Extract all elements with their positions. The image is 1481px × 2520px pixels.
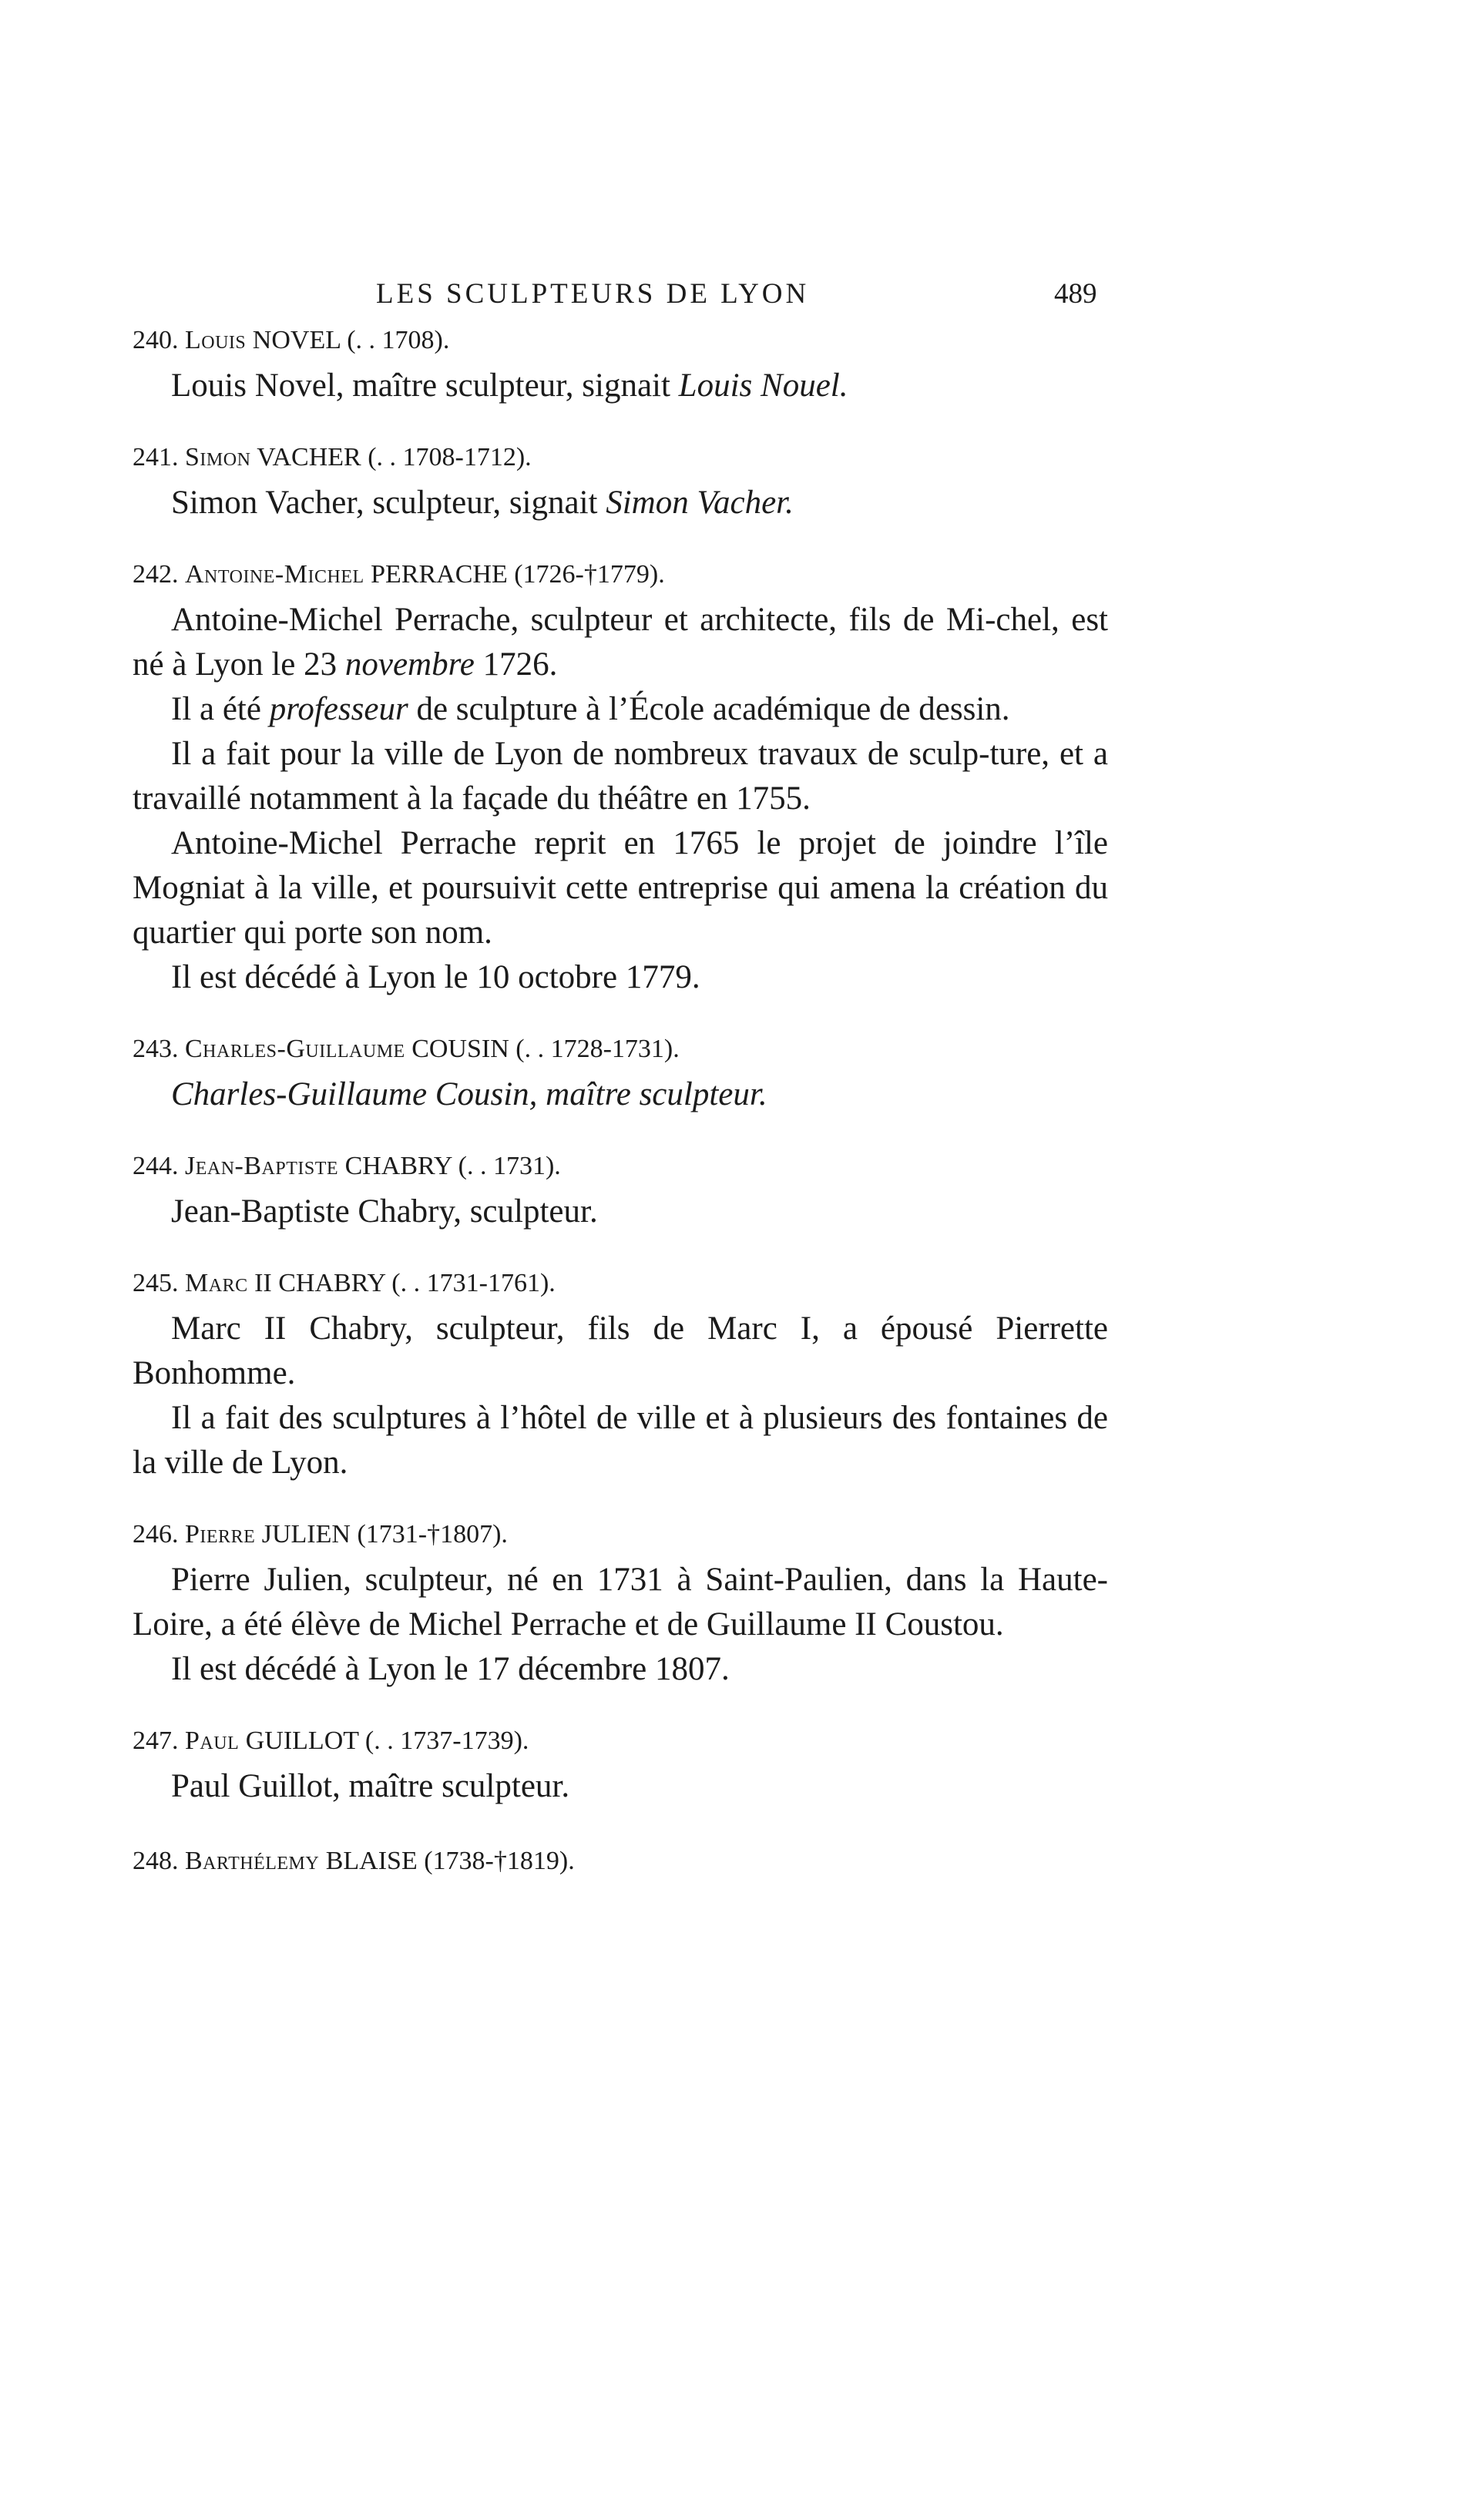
italic-signature: Louis Nouel.: [678, 367, 848, 404]
entry-246: [133, 1512, 1108, 1692]
entry-dates: (. . 1708-1712).: [368, 443, 532, 471]
spacer: [133, 1692, 1108, 1718]
entry-paragraph: Antoine-Michel Perrache reprit en 1765 le projet de joindre l’île Mogniat à la ville, et poursuivit cette entreprise qui amena la création du quartier qui porte son nom.: [133, 825, 1108, 951]
spacer: [133, 1485, 1108, 1512]
italic-word: professeur: [269, 691, 408, 727]
entry-240: [133, 317, 1108, 408]
entry-lastname: GUILLOT: [245, 1726, 359, 1755]
spacer: [133, 1809, 1108, 1838]
entry-firstname: Paul: [185, 1726, 240, 1755]
italic-word: novembre: [344, 646, 475, 683]
entry-number: 245.: [133, 1269, 179, 1297]
entry-heading: [133, 435, 1108, 481]
running-head: [0, 271, 1481, 317]
entry-number: 247.: [133, 1726, 179, 1755]
spacer: [133, 1117, 1108, 1143]
italic-signature: Simon Vacher.: [606, 485, 794, 521]
entry-number: 246.: [133, 1520, 179, 1549]
entry-241: [133, 435, 1108, 525]
entry-paragraph: Il est décédé à Lyon le 10 octobre 1779.: [171, 959, 700, 995]
spacer: [133, 1234, 1108, 1260]
entry-heading: [133, 317, 1108, 364]
entry-heading: [133, 1143, 1108, 1190]
entry-number: 241.: [133, 443, 179, 471]
entry-242: [133, 552, 1108, 1000]
entry-number: 243.: [133, 1035, 179, 1063]
entry-heading: [133, 1260, 1108, 1307]
text-run: de sculpture à l’École académique de dessin.: [408, 691, 1010, 727]
entry-firstname: Jean-Baptiste: [185, 1152, 339, 1180]
entry-paragraph: Il a fait pour la ville de Lyon de nombreux travaux de sculp-ture, et a travaillé notamment à la façade du théâtre en 1755.: [133, 736, 1108, 817]
entry-number: 244.: [133, 1152, 179, 1180]
entry-245: [133, 1260, 1108, 1485]
entry-paragraph: [133, 687, 1108, 732]
entry-firstname: Marc: [185, 1269, 248, 1297]
entry-dates: (. . 1728-1731).: [515, 1035, 680, 1063]
entry-243: [133, 1026, 1108, 1117]
entry-dates: (. . 1708).: [347, 326, 450, 354]
entry-firstname: Louis: [185, 326, 247, 354]
spacer: [133, 1000, 1108, 1026]
entry-dates: (. . 1731-1761).: [391, 1269, 556, 1297]
running-title: LES SCULPTEURS DE LYON: [376, 278, 810, 310]
entry-firstname: Simon: [185, 443, 251, 471]
entry-firstname: Charles-Guillaume: [185, 1035, 405, 1063]
entry-lastname: II CHABRY: [254, 1269, 385, 1297]
entry-dates: (. . 1731).: [458, 1152, 561, 1180]
entry-paragraph: Pierre Julien, sculpteur, né en 1731 à Saint-Paulien, dans la Haute-Loire, a été élève de Michel Perrache et de Guillaume II Coustou.: [133, 1562, 1108, 1643]
entry-paragraph: [133, 481, 1108, 525]
entry-lastname: JULIEN: [261, 1520, 351, 1549]
entry-dates: (1731-†1807).: [357, 1520, 508, 1549]
entry-lastname: VACHER: [257, 443, 361, 471]
text-run: Simon Vacher, sculpteur, signait: [171, 485, 606, 521]
entry-dates: (1738-†1819).: [424, 1847, 575, 1875]
entry-247: [133, 1718, 1108, 1809]
entry-paragraph: Il est décédé à Lyon le 17 décembre 1807.: [171, 1651, 730, 1687]
entry-paragraph: [133, 364, 1108, 408]
entry-paragraph: Charles-Guillaume Cousin, maître sculpteur.: [171, 1076, 767, 1112]
entry-paragraph: [133, 598, 1108, 687]
entry-heading: [133, 1838, 1108, 1884]
entry-lastname: NOVEL: [252, 326, 341, 354]
text-body: [133, 317, 1108, 1884]
entry-number: 240.: [133, 326, 179, 354]
entry-paragraph: Jean-Baptiste Chabry, sculpteur.: [171, 1193, 598, 1230]
entry-dates: (1726-†1779).: [514, 560, 665, 589]
text-run: 1726.: [474, 646, 558, 683]
entry-number: 248.: [133, 1847, 179, 1875]
entry-lastname: BLAISE: [325, 1847, 418, 1875]
entry-heading: [133, 1026, 1108, 1072]
text-run: Louis Novel, maître sculpteur, signait: [171, 367, 679, 404]
entry-lastname: PERRACHE: [371, 560, 508, 589]
entry-firstname: Pierre: [185, 1520, 256, 1549]
page-number: 489: [1054, 278, 1097, 310]
text-run: Antoine-Michel Perrache, sculpteur et architecte, fils de Mi-chel, est né à Lyon le 23: [133, 602, 1108, 683]
entry-lastname: COUSIN: [411, 1035, 509, 1063]
entry-heading: [133, 1718, 1108, 1764]
entry-dates: (. . 1737-1739).: [364, 1726, 529, 1755]
entry-paragraph: Paul Guillot, maître sculpteur.: [171, 1768, 570, 1804]
entry-244: [133, 1143, 1108, 1234]
text-run: Il a été: [171, 691, 270, 727]
entry-firstname: Barthélemy: [185, 1847, 320, 1875]
entry-paragraph: Il a fait des sculptures à l’hôtel de ville et à plusieurs des fontaines de la ville de Lyon.: [133, 1400, 1108, 1481]
entry-firstname: Antoine-Michel: [185, 560, 364, 589]
entry-number: 242.: [133, 560, 179, 589]
entry-248: [133, 1838, 1108, 1884]
spacer: [133, 408, 1108, 435]
entry-heading: [133, 552, 1108, 598]
entry-lastname: CHABRY: [344, 1152, 452, 1180]
entry-paragraph: Marc II Chabry, sculpteur, fils de Marc I, a épousé Pierrette Bonhomme.: [133, 1310, 1108, 1391]
entry-heading: [133, 1512, 1108, 1558]
spacer: [133, 525, 1108, 552]
